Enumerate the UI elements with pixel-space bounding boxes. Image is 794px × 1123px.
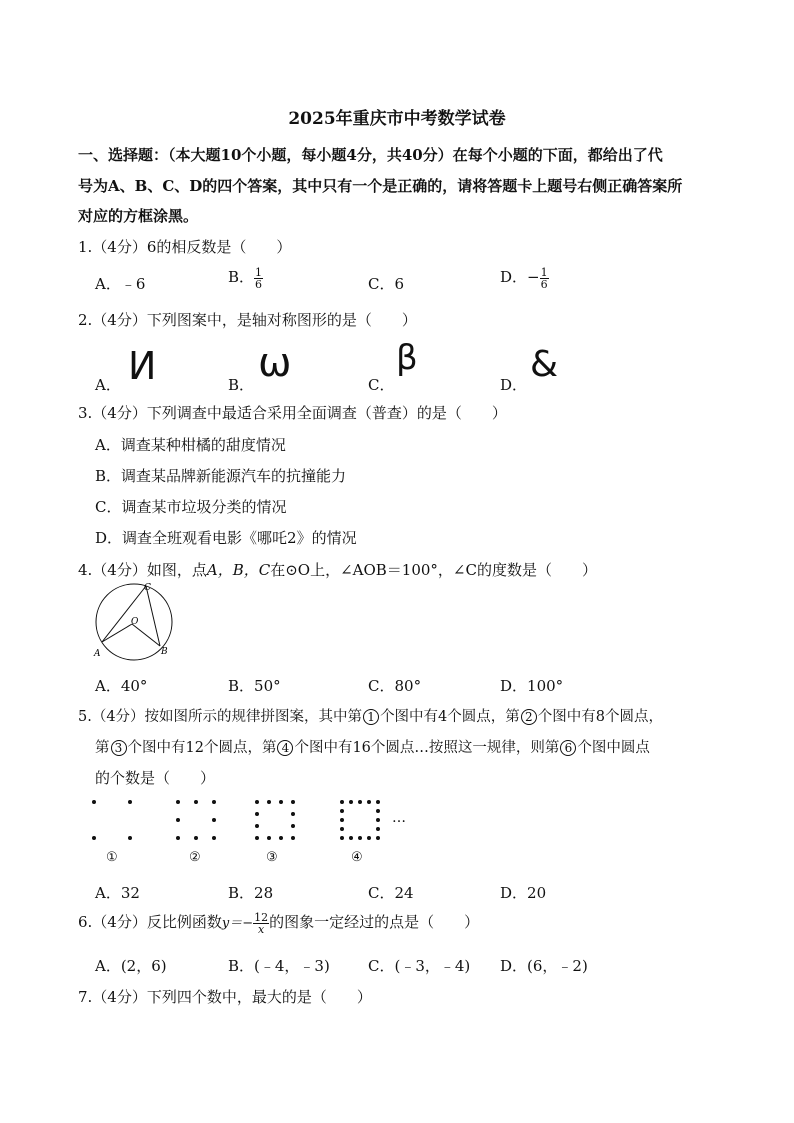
circled-number: 2	[521, 709, 537, 725]
q4-option-b: B．50°	[228, 677, 281, 695]
point-label-c: C	[144, 583, 151, 593]
q1-option-d-label: D．−	[500, 268, 540, 286]
q2-stem: 2.（4分）下列图案中，是轴对称图形的是（ ）	[78, 311, 417, 329]
pattern-dot	[291, 836, 295, 840]
q4-stem	[78, 559, 597, 580]
pattern-dot	[194, 800, 198, 804]
q5-text: 个图中有16个圆点…按照这一规律，则第	[294, 740, 560, 756]
fraction-numerator: 1	[255, 265, 263, 279]
pattern-dot	[376, 809, 380, 813]
q5-option-d: D．20	[500, 884, 547, 902]
q5-option-b: B．28	[228, 884, 274, 902]
q6-stem	[78, 911, 479, 935]
q6-option-a: A．(2，6)	[95, 957, 167, 975]
pattern-dot	[194, 836, 198, 840]
q1-option-a: A．﹣6	[95, 275, 146, 293]
q4-circle-figure	[88, 580, 188, 664]
pattern-dot	[176, 800, 180, 804]
pattern-dot	[376, 836, 380, 840]
section-instructions-line1: 一、选择题：（本大题10个小题，每小题4分，共40分）在每个小题的下面，都给出了代	[78, 146, 663, 164]
pattern-dot	[340, 827, 344, 831]
q6-function-lhs: y＝−	[221, 916, 254, 931]
q6-option-d: D．(6，﹣2)	[500, 957, 588, 975]
q5-option-c: C．24	[368, 884, 414, 902]
q1-option-b-fraction	[254, 267, 263, 290]
q3-option-a: A．调查某种柑橘的甜度情况	[95, 436, 286, 454]
pattern-dot	[176, 836, 180, 840]
q1-stem: 1.（4分）6的相反数是（ ）	[78, 238, 292, 256]
pattern-dot	[291, 824, 295, 828]
q5-text: 个图中有12个圆点，第	[127, 740, 277, 756]
q5-stem-line3: 的个数是（ ）	[95, 769, 216, 787]
pattern-dot	[349, 800, 353, 804]
pattern-dot	[212, 818, 216, 822]
pattern-dot	[92, 800, 96, 804]
q5-text: 个图中有4个圆点，第	[380, 709, 520, 725]
q6-option-c: C．(﹣3，﹣4)	[368, 957, 471, 975]
q3-option-d: D．调查全班观看电影《哪吒2》的情况	[95, 529, 357, 547]
q5-stem-line1	[78, 705, 663, 726]
q6-function-fraction	[253, 912, 269, 935]
pattern-dot	[358, 800, 362, 804]
q5-figure-label-3: ③	[266, 850, 278, 865]
pattern-dot	[255, 836, 259, 840]
fraction-denominator: x	[258, 922, 265, 936]
q1-option-d-fraction	[540, 267, 549, 290]
q4-stem-prefix: 4.（4分）如图，点	[78, 561, 207, 579]
pattern-dot	[340, 818, 344, 822]
q5-stem-line2	[95, 736, 650, 757]
q4-option-c: C．80°	[368, 677, 422, 695]
section-instructions-line3: 对应的方框涂黑。	[78, 207, 199, 225]
pattern-dot	[267, 800, 271, 804]
pattern-dot	[367, 836, 371, 840]
pattern-dot	[340, 809, 344, 813]
pattern-dot	[367, 800, 371, 804]
q6-stem-suffix: 的图象一定经过的点是（ ）	[269, 913, 480, 931]
q7-stem: 7.（4分）下列四个数中，最大的是（ ）	[78, 988, 372, 1006]
pattern-dot	[279, 800, 283, 804]
fraction-numerator: 12	[254, 910, 269, 924]
point-label-b: B	[161, 647, 168, 657]
pattern-dot	[376, 800, 380, 804]
q2-option-a-label: A．	[95, 376, 121, 394]
pattern-dot	[279, 836, 283, 840]
pattern-dot	[255, 812, 259, 816]
q2-option-c-label: C．	[368, 376, 395, 394]
q5-option-a: A．32	[95, 884, 140, 902]
q5-text: 5.（4分）按如图所示的规律拼图案，其中第	[78, 709, 363, 725]
pattern-dot	[128, 800, 132, 804]
pattern-dot	[340, 836, 344, 840]
pattern-dot	[267, 836, 271, 840]
pattern-dot	[340, 800, 344, 804]
q5-text: 个图中圆点	[577, 740, 650, 756]
q1-option-c: C．6	[368, 275, 405, 293]
q2-option-b-label: B．	[228, 376, 255, 394]
q3-option-b: B．调查某品牌新能源汽车的抗撞能力	[95, 467, 347, 485]
q3-option-c: C．调查某市垃圾分类的情况	[95, 498, 287, 516]
q6-option-b: B．(﹣4，﹣3)	[228, 957, 330, 975]
q5-figure-label-1: ①	[106, 850, 118, 865]
q4-option-d: D．100°	[500, 677, 564, 695]
q5-ellipsis: …	[392, 810, 406, 826]
pattern-dot	[212, 800, 216, 804]
q6-stem-prefix: 6.（4分）反比例函数	[78, 913, 222, 931]
pattern-dot	[128, 836, 132, 840]
q2-option-d-glyph: &	[530, 344, 559, 385]
q1-option-b	[228, 266, 263, 290]
fraction-denominator: 6	[540, 277, 548, 291]
pattern-dot	[212, 836, 216, 840]
circled-number: 6	[560, 740, 576, 756]
q4-stem-rest: 在⊙O上，∠AOB＝100°，∠C的度数是（ ）	[270, 561, 597, 579]
q4-option-a: A．40°	[95, 677, 148, 695]
q1-option-d	[500, 266, 549, 290]
q5-figure-label-2: ②	[189, 850, 201, 865]
pattern-dot	[291, 800, 295, 804]
point-label-o: O	[131, 617, 139, 627]
pattern-dot	[92, 836, 96, 840]
point-label-a: A	[94, 649, 101, 659]
pattern-dot	[255, 800, 259, 804]
q2-option-c-glyph: β	[396, 338, 418, 378]
circled-number: 3	[111, 740, 127, 756]
fraction-numerator: 1	[540, 265, 548, 279]
q5-text: 第	[95, 740, 110, 756]
pattern-dot	[291, 812, 295, 816]
q3-stem: 3.（4分）下列调查中最适合采用全面调查（普查）的是（ ）	[78, 404, 507, 422]
pattern-dot	[358, 836, 362, 840]
fraction-denominator: 6	[255, 277, 263, 291]
section-instructions-line2: 号为A、B、C、D的四个答案，其中只有一个是正确的，请将答题卡上题号右侧正确答案所	[78, 177, 683, 195]
q5-figure-label-4: ④	[351, 850, 363, 865]
pattern-dot	[255, 824, 259, 828]
q5-text: 个图中有8个圆点，	[537, 709, 664, 725]
q2-option-a-glyph: И	[128, 344, 157, 388]
page-title: 2025年重庆市中考数学试卷	[288, 109, 506, 129]
q1-option-b-label: B．	[228, 268, 255, 286]
circled-number: 4	[277, 740, 293, 756]
pattern-dot	[176, 818, 180, 822]
q2-option-d-label: D．	[500, 376, 528, 394]
pattern-dot	[376, 818, 380, 822]
circled-number: 1	[363, 709, 379, 725]
q4-stem-points: A，B，C	[206, 561, 271, 579]
pattern-dot	[376, 827, 380, 831]
q2-option-b-glyph: ω	[258, 340, 292, 386]
pattern-dot	[349, 836, 353, 840]
segment-ao	[102, 624, 132, 642]
